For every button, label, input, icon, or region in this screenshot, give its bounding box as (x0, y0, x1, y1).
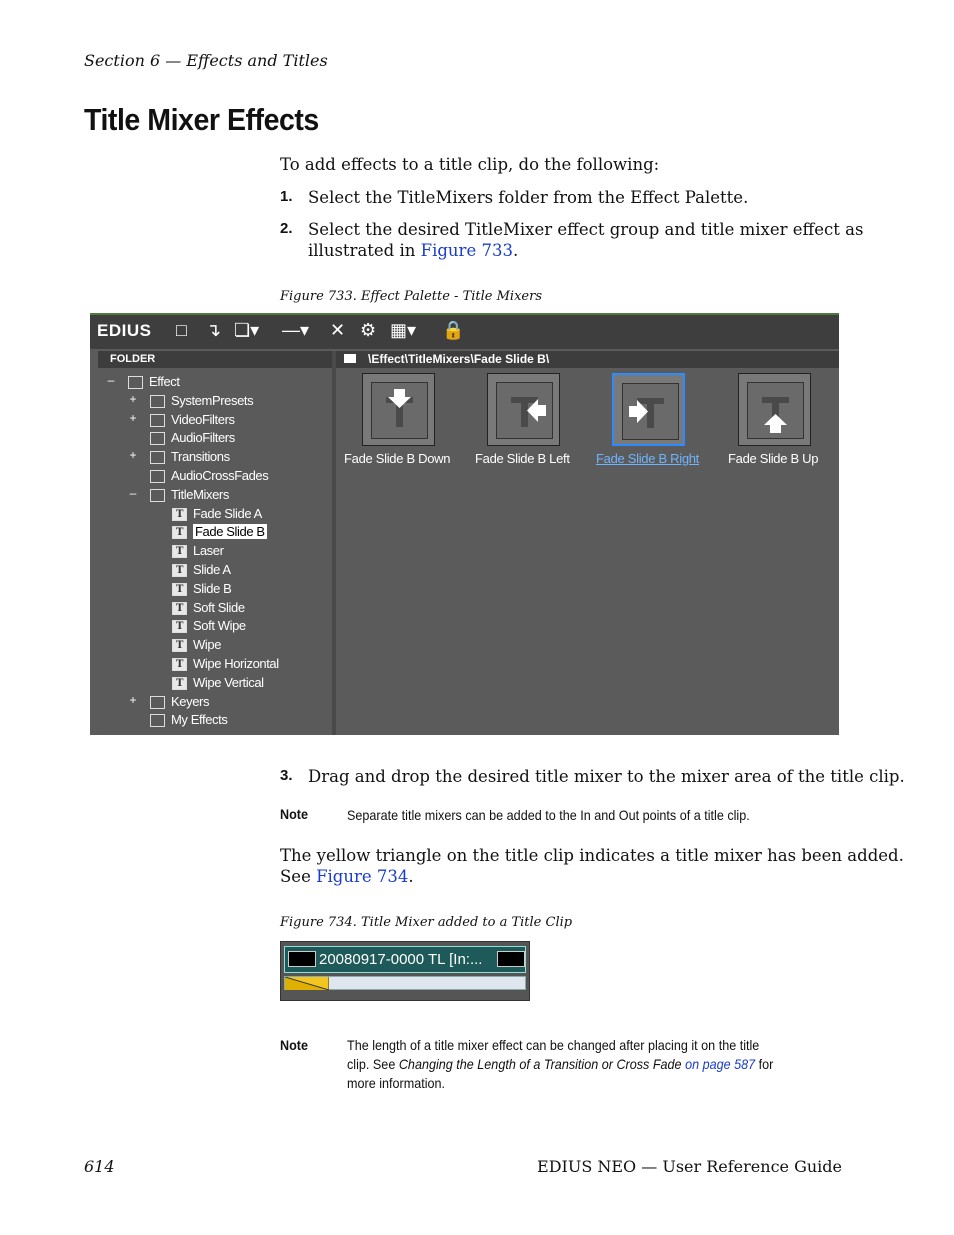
folder-open-icon (150, 489, 165, 502)
title-t-icon: T (172, 677, 187, 690)
tree-item-wipe-vertical[interactable] (172, 674, 264, 692)
tree-item-fade-slide-a[interactable] (172, 505, 262, 523)
path-bar (336, 351, 839, 368)
tree-item-label: Fade Slide B (195, 524, 265, 540)
tree-item-keyers[interactable] (150, 693, 209, 711)
effect-tile-label: Fade Slide B Right (596, 451, 699, 466)
audio-crossfade-icon (150, 470, 165, 483)
layout-icon[interactable]: ▦▾ (390, 320, 417, 340)
tree-item-systempresets[interactable] (150, 392, 253, 410)
tree-item-wipe[interactable] (172, 636, 221, 654)
step-2-line-1: Select the desired TitleMixer effect group and title mixer effect as (308, 220, 864, 239)
page-title: Title Mixer Effects (84, 102, 319, 137)
tree-item-label: Wipe (193, 637, 222, 653)
properties-icon[interactable]: ⚙ (360, 320, 377, 340)
tree-item-label: Soft Wipe (193, 618, 246, 634)
note-1-text: Separate title mixers can be added to the In and Out points of a title clip. (347, 807, 750, 823)
tree-item-slide-b[interactable] (172, 580, 231, 598)
page-587-link[interactable]: on page 587 (681, 1056, 756, 1072)
video-filter-icon (150, 414, 165, 427)
tree-item-fade-slide-b[interactable] (172, 523, 267, 541)
tree-item-soft-wipe[interactable] (172, 617, 246, 635)
figure-734-caption: Figure 734. Title Mixer added to a Title Clip (280, 915, 573, 930)
title-clip-bar (284, 946, 526, 973)
folder-header: FOLDER (98, 351, 332, 368)
tree-item-titlemixers[interactable] (150, 486, 229, 504)
title-t-icon: T (172, 620, 187, 633)
step-1-number: 1. (280, 188, 293, 205)
title-clip-screenshot (280, 941, 530, 1001)
tree-toggle-icon[interactable]: + (129, 448, 137, 463)
current-path: \Effect\TitleMixers\Fade Slide B\ (368, 352, 550, 366)
clip-label: 20080917-0000 TL [In:... (319, 951, 483, 968)
figure-733-caption: Figure 733. Effect Palette - Title Mixers (280, 289, 542, 304)
effect-tile-left[interactable] (487, 373, 560, 446)
clip-in-thumbnail (288, 951, 316, 967)
tree-toggle-icon[interactable]: – (107, 373, 115, 387)
tree-toggle-icon[interactable]: + (129, 692, 137, 707)
tree-item-label: Transitions (171, 449, 230, 465)
step-3-number: 3. (280, 767, 293, 784)
title-t-icon: T (172, 564, 187, 577)
tree-item-my-effects[interactable] (150, 711, 227, 729)
figure-734-link[interactable]: Figure 734 (316, 867, 409, 886)
lock-icon[interactable]: 🔒 (442, 320, 465, 340)
tree-item-videofilters[interactable] (150, 411, 235, 429)
yellow-triangle-icon (285, 977, 329, 990)
effect-tile-up[interactable] (738, 373, 811, 446)
effect-tile-label: Fade Slide B Left (475, 451, 570, 466)
title-t-icon: T (172, 658, 187, 671)
folder-path-icon (344, 354, 356, 363)
tree-item-effect[interactable] (128, 373, 180, 391)
title-t-icon: T (172, 639, 187, 652)
up-folder-icon[interactable]: ↴ (206, 320, 222, 340)
title-t-icon: T (172, 508, 187, 521)
title-mixer-down-icon (371, 382, 428, 439)
palette-toolbar (90, 313, 839, 349)
tree-item-label: Slide B (193, 580, 232, 596)
tree-item-label: Keyers (171, 693, 210, 709)
apply-icon[interactable]: —▾ (282, 320, 310, 340)
view-icon[interactable]: ❏▾ (234, 320, 260, 340)
intro-text: To add effects to a title clip, do the following: (280, 155, 660, 174)
tree-item-wipe-horizontal[interactable] (172, 655, 279, 673)
title-mixer-right-icon (622, 383, 679, 440)
title-mixer-left-icon (496, 382, 553, 439)
tree-toggle-icon[interactable]: – (129, 485, 137, 500)
figure-733-link[interactable]: Figure 733 (420, 241, 513, 260)
effect-palette-screenshot (90, 313, 839, 735)
effect-tile-label: Fade Slide B Down (344, 451, 451, 466)
tree-toggle-icon[interactable]: + (129, 410, 137, 425)
step-3-text: Drag and drop the desired title mixer to the mixer area of the title clip. (308, 767, 905, 786)
audio-filter-icon (150, 432, 165, 445)
title-t-icon: T (172, 583, 187, 596)
tree-item-soft-slide[interactable] (172, 599, 245, 617)
tree-item-label: Wipe Horizontal (193, 656, 279, 671)
para-2: The yellow triangle on the title clip indicates a title mixer has been added. See Figure 734. (280, 846, 904, 886)
tree-item-label: AudioFilters (171, 430, 235, 446)
effect-tile-down[interactable] (362, 373, 435, 446)
tree-item-transitions[interactable] (150, 448, 230, 466)
folder-icon (150, 714, 165, 727)
delete-icon[interactable]: ✕ (330, 320, 346, 340)
title-mixer-up-icon (747, 382, 804, 439)
note-1-label: Note (280, 806, 309, 822)
tree-item-label: Wipe Vertical (193, 674, 264, 690)
title-t-icon: T (172, 526, 187, 539)
clip-out-thumbnail (497, 951, 525, 967)
folder-tree-pane (98, 351, 336, 735)
tree-item-label: SystemPresets (171, 392, 254, 408)
running-header: Section 6 — Effects and Titles (84, 51, 328, 70)
cross-ref-title: Changing the Length of a Transition or Cross Fade (398, 1056, 682, 1072)
keyer-icon (150, 696, 165, 709)
page-number: 614 (84, 1157, 115, 1176)
effect-tile-right[interactable] (612, 373, 685, 446)
edius-logo: EDIUS (97, 321, 152, 340)
tree-item-label: AudioCrossFades (171, 468, 269, 483)
tree-item-audiofilters[interactable] (150, 429, 235, 447)
tree-item-slide-a[interactable] (172, 561, 231, 579)
tree-item-label: TitleMixers (171, 486, 229, 502)
folder-open-icon (128, 376, 143, 389)
tree-item-label: My Effects (171, 712, 228, 728)
guide-title: EDIUS NEO — User Reference Guide (537, 1157, 842, 1176)
tree-item-label: Laser (193, 543, 224, 559)
preset-icon (150, 395, 165, 408)
step-2-text: Select the desired TitleMixer effect group and title mixer effect as illustrated in Figure 733. (308, 220, 864, 260)
step-2-number: 2. (280, 220, 293, 237)
note-2-label: Note (280, 1037, 309, 1053)
tree-item-label: VideoFilters (171, 411, 235, 427)
step-2-line-2: illustrated in (308, 241, 421, 260)
mixer-area (284, 976, 526, 990)
title-t-icon: T (172, 545, 187, 558)
tree-item-label: Soft Slide (193, 599, 245, 615)
step-1-text: Select the TitleMixers folder from the Effect Palette. (308, 188, 749, 207)
title-t-icon: T (172, 602, 187, 615)
tree-toggle-icon[interactable]: + (129, 391, 137, 406)
tree-item-label: Slide A (193, 562, 231, 577)
tree-item-label: Fade Slide A (193, 505, 262, 521)
tree-item-label: Effect (149, 374, 180, 389)
transition-icon (150, 451, 165, 464)
tree-item-laser[interactable] (172, 542, 224, 560)
tree-item-audiocrossfades[interactable] (150, 467, 268, 485)
effect-tile-label: Fade Slide B Up (728, 451, 819, 466)
folder-icon[interactable]: □ (176, 320, 187, 340)
note-2-text: The length of a title mixer effect can be changed after placing it on the title clip. See Changing the Length of a Transition or Cross Fade on page 587 for more information. (347, 1037, 774, 1091)
